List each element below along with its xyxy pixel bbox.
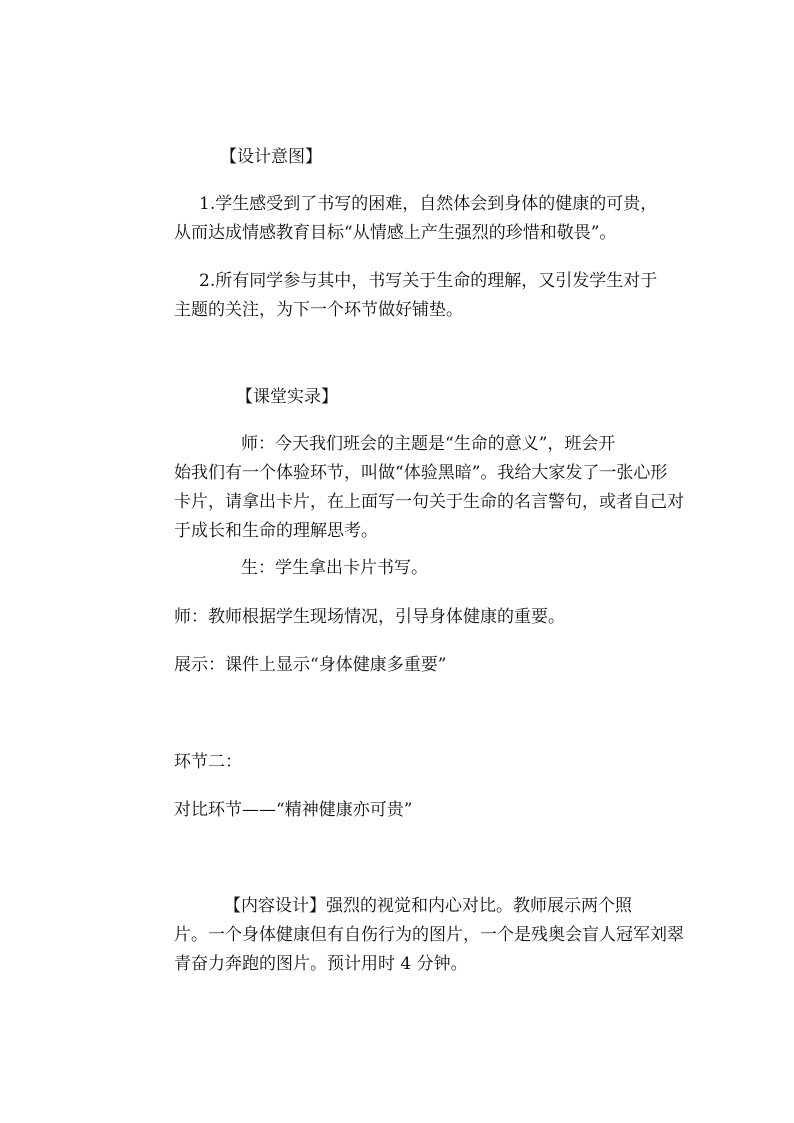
teacher-statement-2: 师：教师根据学生现场情况，引导身体健康的重要。 xyxy=(174,607,565,627)
paragraph-line: 卡片，请拿出卡片，在上面写一句关于生命的名言警句，或者自己对 xyxy=(174,492,684,512)
paragraph-line: 从而达成情感教育目标“从情感上产生强烈的珍惜和敬畏”。 xyxy=(174,223,617,243)
design-intent-item-1 xyxy=(174,190,694,248)
paragraph-line: 【内容设计】强烈的视觉和内心对比。教师展示两个照 xyxy=(224,896,632,916)
display-statement: 展示：课件上显示“身体健康多重要” xyxy=(174,655,447,675)
paragraph-line: 2.所有同学参与其中，书写关于生命的理解，又引发学生对于 xyxy=(199,271,658,291)
paragraph-line: 1.学生感受到了书写的困难，自然体会到身体的健康的可贵， xyxy=(199,194,658,214)
design-intent-item-2 xyxy=(174,267,694,325)
paragraph-line: 主题的关注，为下一个环节做好铺垫。 xyxy=(174,300,463,320)
paragraph-line: 于成长和生命的理解思考。 xyxy=(174,521,378,541)
content-design-paragraph xyxy=(174,892,694,979)
teacher-statement-1 xyxy=(174,430,694,546)
paragraph-line: 师：今天我们班会的主题是“生命的意义”，班会开 xyxy=(241,434,616,454)
student-statement: 生：学生拿出卡片书写。 xyxy=(241,558,428,578)
design-intent-heading: 【设计意图】 xyxy=(220,147,322,167)
paragraph-line: 片。一个身体健康但有自伤行为的图片，一个是残奥会盲人冠军刘翠 xyxy=(174,925,684,945)
stage-two-label: 环节二： xyxy=(174,752,242,772)
stage-two-title: 对比环节——“精神健康亦可贵” xyxy=(174,800,413,820)
paragraph-line: 始我们有一个体验环节，叫做“体验黑暗”。我给大家发了一张心形 xyxy=(174,463,668,483)
paragraph-line: 青奋力奔跑的图片。预计用时 4 分钟。 xyxy=(174,954,468,974)
classroom-record-heading: 【课堂实录】 xyxy=(236,387,338,407)
